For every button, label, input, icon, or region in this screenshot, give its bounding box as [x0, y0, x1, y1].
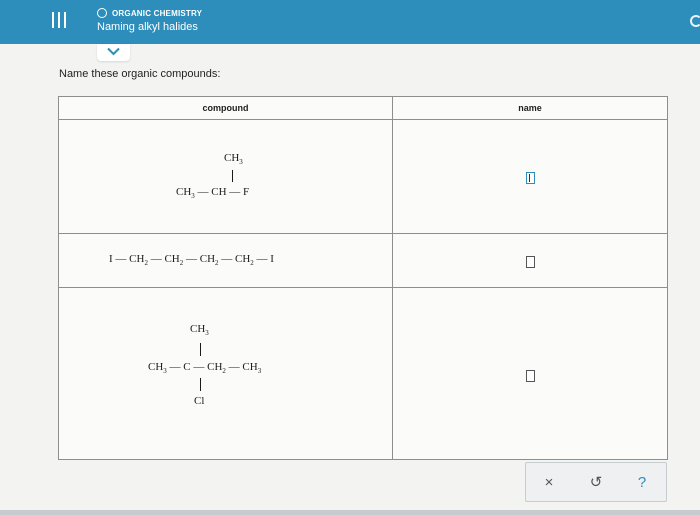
table-header-row — [59, 97, 668, 120]
topic-label: ORGANIC CHEMISTRY — [112, 8, 203, 18]
compound-cell — [59, 234, 393, 288]
answer-input-3[interactable] — [526, 370, 535, 382]
main-chain: $CH_3$ — C — $CH_2$ — $CH_3$ — [148, 361, 262, 376]
topic-row — [97, 7, 202, 19]
compound-column-header: compound — [59, 97, 393, 120]
name-cell — [393, 288, 668, 460]
compounds-table — [58, 96, 668, 460]
clear-icon[interactable]: × — [544, 473, 554, 491]
answer-toolbar — [525, 462, 667, 502]
table-row — [59, 120, 668, 234]
chevron-down-icon — [107, 47, 120, 56]
methyl-group-top: $CH_3$ — [190, 323, 209, 338]
topic-status-icon — [97, 8, 107, 18]
name-cell — [393, 120, 668, 234]
diiodobutane-formula: I — $CH_2$ — $CH_2$ — $CH_2$ — $CH_2$ — I — [109, 253, 274, 268]
methyl-group-top: $CH_3$ — [224, 152, 243, 167]
bond-line — [200, 343, 201, 356]
main-chain: $CH_3$ — CH — F — [176, 186, 250, 201]
question-prompt: Name these organic compounds: — [59, 68, 221, 80]
table-row — [59, 288, 668, 460]
expand-toggle[interactable] — [97, 44, 130, 61]
menu-icon[interactable] — [52, 12, 66, 28]
compound-cell — [59, 120, 393, 234]
chloro-group: Cl — [194, 395, 205, 407]
lesson-title: Naming alkyl halides — [97, 21, 198, 33]
bottom-strip — [0, 510, 700, 515]
side-panel-icon[interactable] — [690, 15, 700, 27]
name-column-header: name — [393, 97, 668, 120]
compound-cell — [59, 288, 393, 460]
undo-icon[interactable]: ↺ — [589, 474, 603, 491]
bond-line — [232, 170, 233, 182]
help-icon[interactable]: ? — [637, 473, 647, 491]
table-row — [59, 234, 668, 288]
answer-input-2[interactable] — [526, 256, 535, 268]
bond-line — [200, 378, 201, 391]
name-cell — [393, 234, 668, 288]
top-header — [0, 0, 700, 44]
answer-input-1[interactable] — [526, 172, 535, 184]
